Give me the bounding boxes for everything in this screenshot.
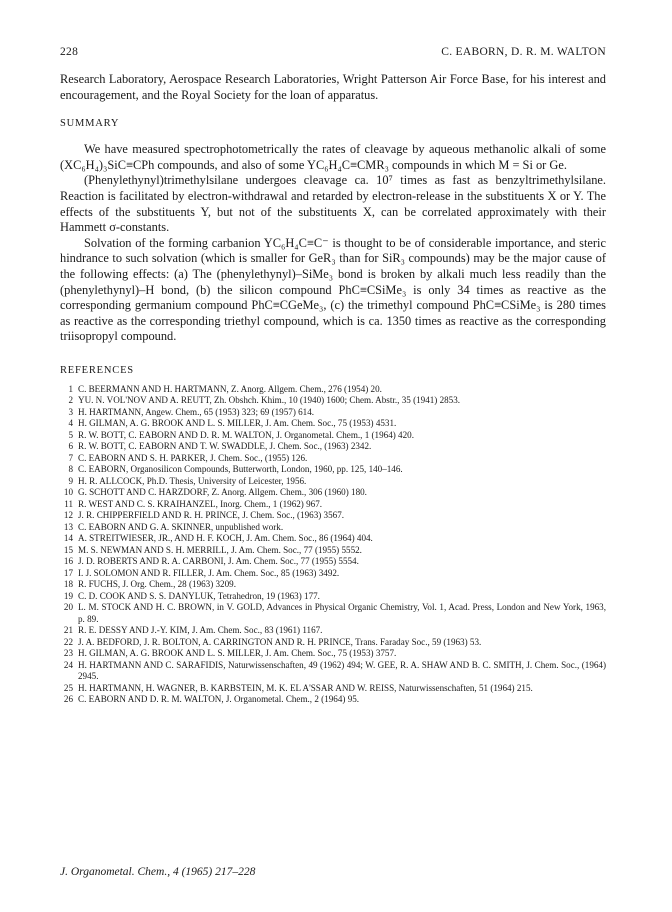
- reference-text: H. GILMAN, A. G. BROOK AND L. S. MILLER, J. Am. Chem. Soc., 75 (1953) 3757.: [78, 648, 397, 659]
- reference-item: [60, 418, 606, 430]
- reference-number: 8: [68, 464, 73, 475]
- summary-paragraph: We have measured spectrophotometrically the rates of cleavage by aqueous methanolic alkali of some (XC₆H₄)₃SiC≡CPh compounds, and also of some YC₆H₄C≡CMR₃ compounds in which M = Si or Ge.: [60, 142, 606, 172]
- reference-number: 2: [68, 395, 73, 406]
- reference-text: J. R. CHIPPERFIELD AND R. H. PRINCE, J. Chem. Soc., (1963) 3567.: [78, 510, 345, 521]
- reference-item: [60, 384, 606, 396]
- reference-item: [60, 591, 606, 603]
- reference-number: 4: [68, 418, 73, 429]
- reference-number: 26: [63, 694, 73, 705]
- reference-text: H. GILMAN, A. G. BROOK AND L. S. MILLER, J. Am. Chem. Soc., 75 (1953) 4531.: [78, 418, 397, 429]
- reference-item: [60, 545, 606, 557]
- reference-number: 25: [63, 682, 73, 693]
- reference-number: 7: [68, 452, 73, 463]
- reference-item: [60, 533, 606, 545]
- acknowledgement-text: Research Laboratory, Aerospace Research Laboratories, Wright Patterson Air Force Base, for his interest and encouragement, and the Royal Society for the loan of apparatus.: [60, 72, 606, 102]
- reference-number: 12: [63, 510, 73, 521]
- reference-item: [60, 522, 606, 534]
- reference-item: [60, 660, 606, 683]
- reference-text: C. EABORN AND D. R. M. WALTON, J. Organometal. Chem., 2 (1964) 95.: [78, 694, 360, 705]
- reference-text: H. HARTMANN, H. WAGNER, B. KARBSTEIN, M. K. EL A'SSAR AND W. REISS, Naturwissenschaften, 51 (1964) 215.: [78, 682, 533, 693]
- reference-item: [60, 556, 606, 568]
- reference-text: H. HARTMANN AND C. SARAFIDIS, Naturwissenschaften, 49 (1962) 494; W. GEE, R. A. SHAW AND B. C. SMITH, J. Chem. Soc., (1964) 2945.: [78, 659, 606, 682]
- reference-item: [60, 648, 606, 660]
- reference-number: 21: [63, 625, 73, 636]
- reference-text: R. W. BOTT, C. EABORN AND D. R. M. WALTON, J. Organometal. Chem., 1 (1964) 420.: [78, 429, 414, 440]
- reference-item: [60, 579, 606, 591]
- reference-text: C. D. COOK AND S. S. DANYLUK, Tetrahedron, 19 (1963) 177.: [78, 590, 320, 601]
- reference-text: J. A. BEDFORD, J. R. BOLTON, A. CARRINGTON AND R. H. PRINCE, Trans. Faraday Soc., 59 (1963) 53.: [78, 636, 482, 647]
- reference-number: 18: [63, 579, 73, 590]
- reference-item: [60, 430, 606, 442]
- reference-text: C. EABORN, Organosilicon Compounds, Butterworth, London, 1960, pp. 125, 140–146.: [78, 464, 403, 475]
- reference-item: [60, 487, 606, 499]
- reference-number: 24: [63, 659, 73, 670]
- reference-item: [60, 395, 606, 407]
- summary-paragraph: Solvation of the forming carbanion YC₆H₄C≡C⁻ is thought to be of considerable importance, and steric hindrance to such solvation (which is smaller for GeR₃ than for SiR₃ compounds) may be the major cause of the following effects: (a) The (phenylethynyl)–SiMe₃ bond is broken by alkali much less readily than the (phenylethynyl)–H bond, (b) the silicon compound PhC≡CSiMe₃ is only 34 times as reactive as the corresponding germanium compound PhC≡CGeMe₃, (c) the trimethyl compound PhC≡CSiMe₃ is 280 times as reactive as the corresponding triethyl compound, which is ca. 1350 times as reactive as the corresponding triisopropyl compound.: [60, 235, 606, 344]
- reference-item: [60, 625, 606, 637]
- journal-citation: J. Organometal. Chem., 4 (1965) 217–228: [60, 866, 256, 878]
- reference-item: [60, 407, 606, 419]
- reference-number: 1: [68, 383, 73, 394]
- page-body: [60, 46, 606, 706]
- reference-text: I. J. SOLOMON AND R. FILLER, J. Am. Chem. Soc., 85 (1963) 3492.: [78, 567, 340, 578]
- reference-number: 14: [63, 533, 73, 544]
- running-head: [60, 46, 606, 58]
- reference-text: L. M. STOCK AND H. C. BROWN, in V. GOLD, Advances in Physical Organic Chemistry, Vol. 1, Acad. Press, London and New York, 1963, p. 89.: [78, 602, 606, 624]
- reference-number: 15: [63, 544, 73, 555]
- reference-text: G. SCHOTT AND C. HARZDORF, Z. Anorg. Allgem. Chem., 306 (1960) 180.: [78, 487, 367, 498]
- reference-item: [60, 637, 606, 649]
- reference-text: C. EABORN AND G. A. SKINNER, unpublished work.: [78, 521, 284, 532]
- reference-item: [60, 499, 606, 511]
- reference-item: [60, 602, 606, 625]
- reference-item: [60, 510, 606, 522]
- reference-item: [60, 694, 606, 706]
- reference-text: C. BEERMANN AND H. HARTMANN, Z. Anorg. Allgem. Chem., 276 (1954) 20.: [78, 383, 382, 394]
- reference-item: [60, 441, 606, 453]
- reference-number: 11: [64, 498, 73, 509]
- reference-number: 13: [63, 521, 73, 532]
- reference-number: 22: [63, 636, 73, 647]
- reference-item: [60, 464, 606, 476]
- reference-text: C. EABORN AND S. H. PARKER, J. Chem. Soc., (1955) 126.: [78, 452, 308, 463]
- references-list: [60, 384, 606, 706]
- reference-number: 10: [63, 487, 73, 498]
- summary-heading: SUMMARY: [60, 118, 120, 130]
- reference-text: H. HARTMANN, Angew. Chem., 65 (1953) 323; 69 (1957) 614.: [78, 406, 315, 417]
- reference-text: J. D. ROBERTS AND R. A. CARBONI, J. Am. Chem. Soc., 77 (1955) 5554.: [78, 556, 359, 567]
- reference-number: 5: [68, 429, 73, 440]
- reference-number: 19: [63, 590, 73, 601]
- reference-number: 16: [63, 556, 73, 567]
- reference-number: 23: [63, 648, 73, 659]
- reference-item: [60, 476, 606, 488]
- reference-text: YU. N. VOL'NOV AND A. REUTT, Zh. Obshch. Khim., 10 (1940) 1600; Chem. Abstr., 35 (1941) 2853.: [78, 395, 461, 406]
- reference-text: R. WEST AND C. S. KRAIHANZEL, Inorg. Chem., 1 (1962) 967.: [78, 498, 323, 509]
- reference-text: R. FUCHS, J. Org. Chem., 28 (1963) 3209.: [78, 579, 236, 590]
- reference-text: R. E. DESSY AND J.-Y. KIM, J. Am. Chem. Soc., 83 (1961) 1167.: [78, 625, 323, 636]
- page-number: 228: [60, 46, 79, 58]
- reference-item: [60, 568, 606, 580]
- reference-number: 3: [68, 406, 73, 417]
- reference-number: 9: [68, 475, 73, 486]
- running-head-authors: C. EABORN, D. R. M. WALTON: [441, 46, 606, 58]
- reference-number: 20: [63, 602, 73, 613]
- reference-text: R. W. BOTT, C. EABORN AND T. W. SWADDLE, J. Chem. Soc., (1963) 2342.: [78, 441, 372, 452]
- reference-number: 17: [63, 567, 73, 578]
- reference-number: 6: [68, 441, 73, 452]
- reference-item: [60, 453, 606, 465]
- references-heading: REFERENCES: [60, 364, 134, 376]
- reference-text: H. R. ALLCOCK, Ph.D. Thesis, University of Leicester, 1956.: [78, 475, 307, 486]
- summary-paragraph: (Phenylethynyl)trimethylsilane undergoes cleavage ca. 10⁷ times as fast as benzyltrimethylsilane. Reaction is facilitated by electron-withdrawal and retarded by electron-release in the substituents X or Y. The effects of the substituents Y, but not of the substituents X, can be correlated approximately with their Hammett σ-constants.: [60, 173, 606, 235]
- reference-text: A. STREITWIESER, JR., AND H. F. KOCH, J. Am. Chem. Soc., 86 (1964) 404.: [78, 533, 373, 544]
- reference-text: M. S. NEWMAN AND S. H. MERRILL, J. Am. Chem. Soc., 77 (1955) 5552.: [78, 544, 362, 555]
- reference-item: [60, 683, 606, 695]
